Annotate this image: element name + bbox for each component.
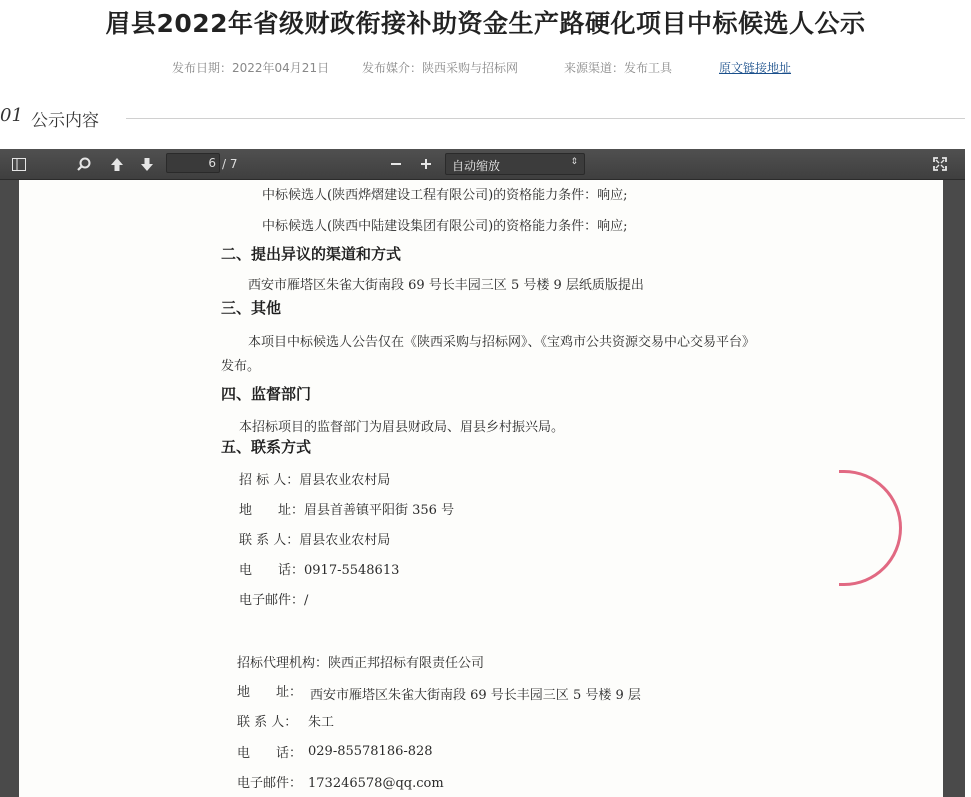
doc-label: 电 话： xyxy=(237,746,303,761)
select-arrow-icon: ⇕ xyxy=(570,157,578,167)
pdf-viewer xyxy=(0,149,965,797)
section-divider xyxy=(126,118,965,119)
pdf-toolbar xyxy=(0,149,965,180)
doc-heading: 三、其他 xyxy=(221,299,282,317)
doc-line: 本招标项目的监督部门为眉县财政局、眉县乡村振兴局。 xyxy=(239,420,565,435)
publish-date: 发布日期：2022年04月21日 xyxy=(172,61,330,75)
original-link[interactable]: 原文链接地址 xyxy=(719,61,792,75)
arrow-up-icon[interactable] xyxy=(105,153,129,175)
doc-label: 电子邮件： xyxy=(237,776,303,791)
doc-line: 本项目中标候选人公告仅在《陕西采购与招标网》、《宝鸡市公共资源交易中心交易平台》 xyxy=(248,335,756,350)
sidebar-toggle-icon[interactable] xyxy=(7,153,31,175)
doc-line: 地 址：眉县首善镇平阳街 356 号 xyxy=(239,503,455,518)
doc-heading: 二、提出异议的渠道和方式 xyxy=(221,245,402,263)
doc-line: 朱工 xyxy=(308,715,335,730)
doc-label: 联 系 人： xyxy=(237,715,298,730)
doc-line: 中标候选人(陕西中陆建设集团有限公司)的资格能力条件：响应; xyxy=(262,219,628,234)
doc-line: 联 系 人：眉县农业农村局 xyxy=(239,533,391,548)
seal-stamp xyxy=(839,470,902,586)
page-number-input[interactable]: 6 xyxy=(166,153,220,173)
fullscreen-icon[interactable] xyxy=(928,153,952,175)
section-number: 01 xyxy=(0,105,23,126)
doc-heading: 四、监督部门 xyxy=(221,385,312,403)
doc-line: 电 话：0917-5548613 xyxy=(239,563,400,578)
doc-line: 招标代理机构：陕西正邦招标有限责任公司 xyxy=(237,656,485,671)
doc-heading: 五、联系方式 xyxy=(221,438,312,456)
doc-line: 173246578@qq.com xyxy=(308,776,444,791)
section-title: 公示内容 xyxy=(31,111,99,131)
doc-line: 发布。 xyxy=(221,359,261,374)
publish-media: 发布媒介：陕西采购与招标网 xyxy=(362,61,519,75)
search-icon[interactable] xyxy=(72,153,96,175)
arrow-down-icon[interactable] xyxy=(135,153,159,175)
doc-line: 招 标 人：眉县农业农村局 xyxy=(239,473,391,488)
pdf-page xyxy=(19,180,943,797)
doc-line: 中标候选人(陕西烨熠建设工程有限公司)的资格能力条件：响应; xyxy=(262,188,628,203)
doc-line: 电子邮件：/ xyxy=(239,593,309,608)
zoom-value: 自动缩放 xyxy=(452,159,501,173)
doc-line: 029-85578186-828 xyxy=(308,744,433,759)
source-channel: 来源渠道：发布工具 xyxy=(564,61,673,75)
zoom-select[interactable] xyxy=(445,153,585,175)
doc-label: 地 址： xyxy=(237,685,303,700)
doc-line: 西安市雁塔区朱雀大街南段 69 号长丰园三区 5 号楼 9 层纸质版提出 xyxy=(248,278,644,293)
page-title: 眉县2022年省级财政衔接补助资金生产路硬化项目中标候选人公示 xyxy=(105,9,866,38)
doc-line: 西安市雁塔区朱雀大街南段 69 号长丰园三区 5 号楼 9 层 xyxy=(310,688,641,703)
page-total: / 7 xyxy=(222,157,238,171)
plus-icon[interactable] xyxy=(414,153,438,175)
minus-icon[interactable] xyxy=(384,153,408,175)
